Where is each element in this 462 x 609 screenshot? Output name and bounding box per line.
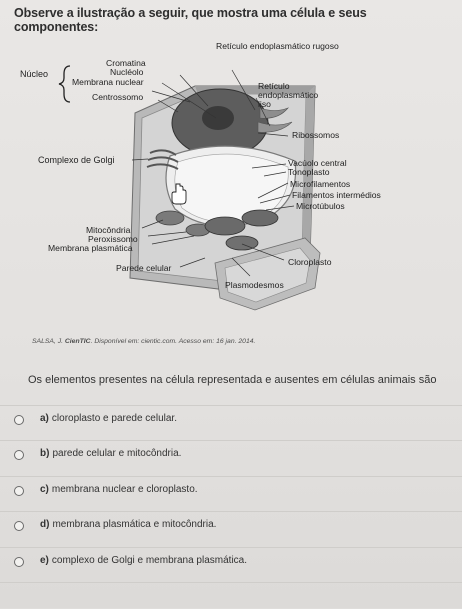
option-e[interactable] bbox=[0, 547, 462, 575]
label-nucleolo: Nucléolo bbox=[110, 67, 144, 77]
option-c-text: c) membrana nuclear e cloroplasto. bbox=[40, 484, 198, 495]
label-centrossomo: Centrossomo bbox=[92, 92, 144, 102]
option-d-text: d) membrana plasmática e mitocôndria. bbox=[40, 519, 217, 530]
label-peroxissomo: Peroxissomo bbox=[88, 234, 138, 244]
option-d[interactable] bbox=[0, 511, 462, 539]
label-cromatina: Cromatina bbox=[106, 58, 146, 68]
label-tonoplasto: Tonoplasto bbox=[288, 167, 330, 177]
label-microtubulos: Microtúbulos bbox=[296, 201, 345, 211]
label-filamentos: Filamentos intermédios bbox=[292, 190, 381, 200]
label-vacuolo: Vacúolo central bbox=[288, 158, 347, 168]
radio-option-d[interactable] bbox=[14, 521, 24, 531]
question-text: Observe a ilustração a seguir, que mostra uma célula e seus componentes: bbox=[14, 6, 367, 34]
question-statement: Os elementos presentes na célula representada e ausentes em células animais são bbox=[28, 374, 437, 386]
radio-option-c[interactable] bbox=[14, 486, 24, 496]
option-b[interactable] bbox=[0, 440, 462, 468]
option-b-text: b) parede celular e mitocôndria. bbox=[40, 448, 182, 459]
label-reticulo-liso: Retículo endoplasmático liso bbox=[258, 81, 319, 109]
option-a[interactable] bbox=[0, 405, 462, 433]
source-rest: . Disponível em: cientic.com. Acesso em: 16 jan. 2014. bbox=[90, 338, 256, 345]
label-complexo-golgi: Complexo de Golgi bbox=[38, 155, 115, 165]
source-citation bbox=[32, 338, 255, 345]
option-c[interactable] bbox=[0, 476, 462, 504]
label-microfilamentos: Microfilamentos bbox=[290, 179, 351, 189]
source-title: CienTIC bbox=[64, 338, 91, 345]
option-e-text: e) complexo de Golgi e membrana plasmática. bbox=[40, 555, 247, 566]
cell-illustration bbox=[20, 38, 440, 323]
radio-option-b[interactable] bbox=[14, 450, 24, 460]
bottom-divider bbox=[0, 582, 462, 609]
label-membrana-nuclear: Membrana nuclear bbox=[72, 77, 144, 87]
radio-option-a[interactable] bbox=[14, 415, 24, 425]
nucleus-brace bbox=[59, 66, 70, 102]
label-reticulo-rugoso: Retículo endoplasmático rugoso bbox=[216, 41, 339, 51]
label-cloroplasto: Cloroplasto bbox=[288, 257, 332, 267]
label-mitocondria: Mitocôndria bbox=[86, 225, 131, 235]
label-nucleo: Núcleo bbox=[20, 69, 49, 79]
label-ribossomos: Ribossomos bbox=[292, 130, 340, 140]
source-prefix: SALSA, J. bbox=[32, 338, 63, 345]
label-parede-celular: Parede celular bbox=[116, 263, 172, 273]
label-membrana-plasmatica: Membrana plasmática bbox=[48, 243, 133, 253]
label-plasmodesmos: Plasmodesmos bbox=[225, 280, 284, 290]
option-a-text: a) cloroplasto e parede celular. bbox=[40, 413, 177, 424]
radio-option-e[interactable] bbox=[14, 557, 24, 567]
